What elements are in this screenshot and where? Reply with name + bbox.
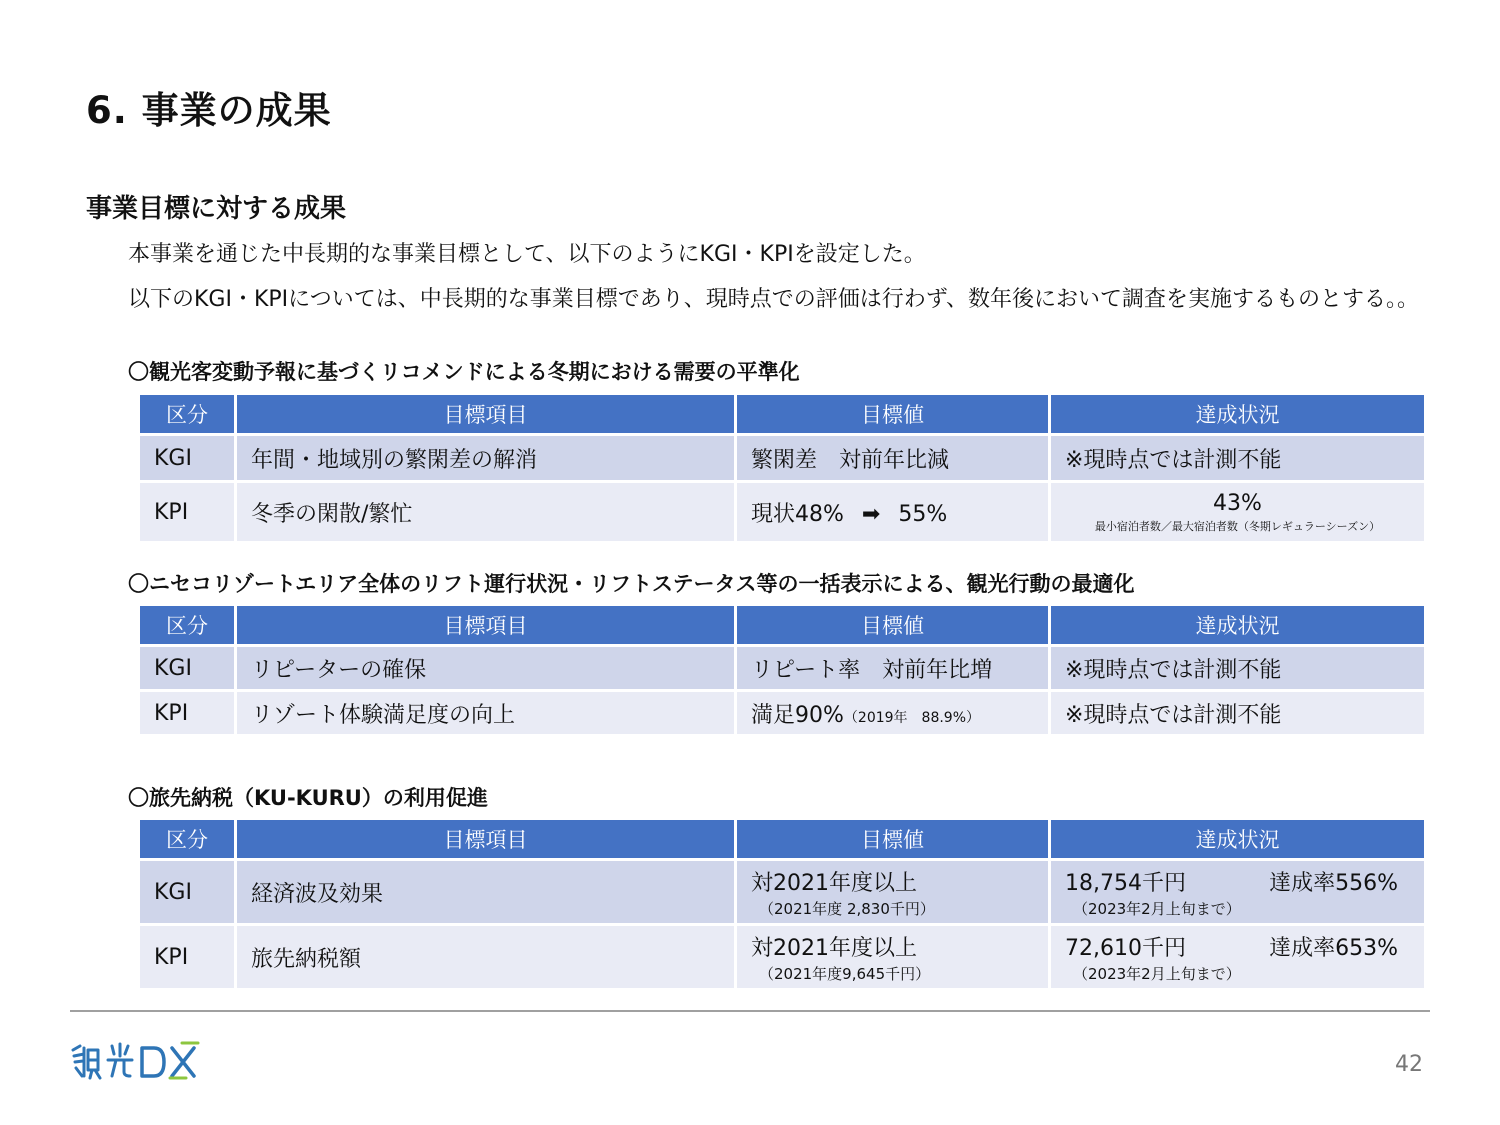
status-note: （2023年2月上旬まで）: [1073, 964, 1241, 983]
header-koumoku: 目標項目: [237, 395, 734, 433]
block3-table: [137, 817, 1427, 991]
header-koumoku: 目標項目: [237, 820, 734, 858]
cell-kubun: KPI: [140, 483, 234, 541]
section-title: 事業目標に対する成果: [86, 194, 347, 224]
cell-item: 年間・地域別の繁閑差の解消: [237, 436, 734, 480]
block1-table: [137, 392, 1427, 544]
kanko-dx-logo-icon: [70, 1040, 200, 1082]
cell-status: ※現時点では計測不能: [1051, 692, 1424, 734]
status-rate: 達成率556%: [1269, 870, 1398, 896]
cell-item: 冬季の閑散/繁忙: [237, 483, 734, 541]
block3-heading: 〇旅先納税（KU-KURU）の利用促進: [128, 786, 488, 810]
header-status: 達成状況: [1051, 820, 1424, 858]
header-status: 達成状況: [1051, 606, 1424, 644]
footer-divider: [70, 1010, 1430, 1012]
value-note: （2021年度9,645千円）: [759, 964, 931, 983]
cell-status: [1051, 483, 1424, 541]
cell-value: [737, 692, 1048, 734]
header-kubun: 区分: [140, 395, 234, 433]
cell-status: [1051, 861, 1424, 923]
table-row-kpi: [140, 692, 1424, 734]
value-main: 満足90%: [751, 702, 844, 728]
status-note: （2023年2月上旬まで）: [1073, 899, 1241, 918]
header-kubun: 区分: [140, 606, 234, 644]
status-value: 43%: [1213, 490, 1262, 516]
intro-paragraph-2: 以下のKGI・KPIについては、中長期的な事業目標であり、現時点での評価は行わず、数年後において調査を実施するものとする。。: [128, 287, 1419, 312]
cell-status: [1051, 926, 1424, 988]
cell-kubun: KGI: [140, 436, 234, 480]
header-value: 目標値: [737, 606, 1048, 644]
value-current: 現状48%: [751, 501, 844, 527]
value-main: 対2021年度以上: [751, 935, 917, 961]
header-value: 目標値: [737, 395, 1048, 433]
header-kubun: 区分: [140, 820, 234, 858]
block2-table: [137, 603, 1427, 737]
cell-kubun: KGI: [140, 647, 234, 689]
status-rate: 達成率653%: [1269, 935, 1398, 961]
status-amount: 72,610千円: [1065, 935, 1186, 961]
cell-kubun: KPI: [140, 926, 234, 988]
cell-kubun: KPI: [140, 692, 234, 734]
header-status: 達成状況: [1051, 395, 1424, 433]
status-note: 最小宿泊者数／最大宿泊者数（冬期レギュラーシーズン）: [1094, 519, 1381, 533]
cell-value: [737, 926, 1048, 988]
cell-item: 旅先納税額: [237, 926, 734, 988]
cell-item: リピーターの確保: [237, 647, 734, 689]
cell-item: リゾート体験満足度の向上: [237, 692, 734, 734]
cell-value: リピート率 対前年比増: [737, 647, 1048, 689]
value-target: 55%: [898, 501, 948, 527]
value-main: 対2021年度以上: [751, 870, 917, 896]
header-value: 目標値: [737, 820, 1048, 858]
value-note: （2021年度 2,830千円）: [759, 899, 935, 918]
page-title: 6. 事業の成果: [86, 89, 332, 132]
cell-status: ※現時点では計測不能: [1051, 436, 1424, 480]
table-header-row: [140, 820, 1424, 858]
cell-kubun: KGI: [140, 861, 234, 923]
status-amount: 18,754千円: [1065, 870, 1186, 896]
table-row-kgi: [140, 861, 1424, 923]
table-row-kgi: [140, 647, 1424, 689]
page-number: 42: [1395, 1052, 1423, 1077]
cell-value: [737, 483, 1048, 541]
table-header-row: [140, 606, 1424, 644]
cell-value: [737, 861, 1048, 923]
cell-item: 経済波及効果: [237, 861, 734, 923]
table-row-kpi: [140, 926, 1424, 988]
intro-paragraph-1: 本事業を通じた中長期的な事業目標として、以下のようにKGI・KPIを設定した。: [128, 242, 926, 267]
table-row-kgi: [140, 436, 1424, 480]
right-arrow-icon: ➡: [861, 501, 881, 527]
block1-heading: 〇観光客変動予報に基づくリコメンドによる冬期における需要の平準化: [128, 360, 800, 384]
cell-status: ※現時点では計測不能: [1051, 647, 1424, 689]
cell-value: 繁閑差 対前年比減: [737, 436, 1048, 480]
value-note: （2019年 88.9%）: [843, 709, 981, 726]
header-koumoku: 目標項目: [237, 606, 734, 644]
table-header-row: [140, 395, 1424, 433]
block2-heading: 〇ニセコリゾートエリア全体のリフト運行状況・リフトステータス等の一括表示による、観光行動の最適化: [128, 572, 1135, 596]
table-row-kpi: [140, 483, 1424, 541]
